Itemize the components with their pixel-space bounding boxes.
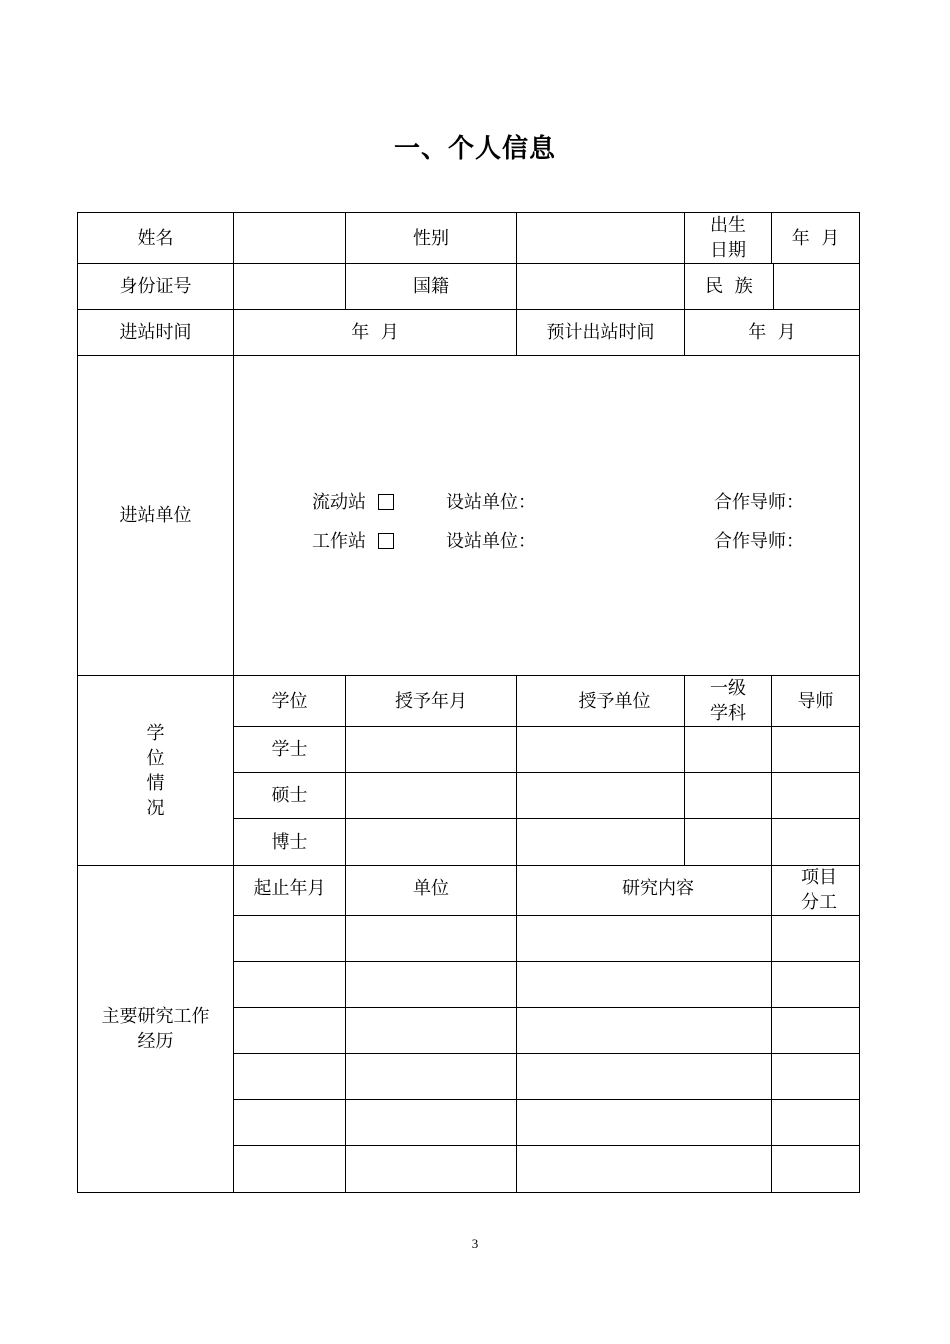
ethnicity-field[interactable] [774,264,859,309]
doctor-row-label: 博士 [271,831,308,853]
nationality-field[interactable] [517,264,684,309]
id-number-label: 身份证号 [119,276,192,297]
row-divider [233,961,860,962]
award-institution-header: 授予单位 [578,690,651,712]
degree-label-char: 情 [146,772,165,794]
page-number: 3 [471,1236,479,1251]
column-divider [516,865,517,1192]
advisor-label: 合作导师： [714,492,804,513]
row-divider [233,915,860,916]
discipline-header-line1: 一级 [710,678,746,699]
row-divider [233,1007,860,1008]
project-role-header [772,866,866,914]
award-date-header: 授予年月 [395,690,467,712]
role-header-line1: 项目 [801,867,837,888]
degree-label-char: 位 [146,747,165,769]
unit-header: 单位 [413,878,449,899]
row-divider [233,1053,860,1054]
advisor-header: 导师 [797,690,834,712]
row-divider [233,1145,860,1146]
exit-time-label: 预计出站时间 [546,322,655,343]
ethnicity-label: 民 族 [705,276,753,297]
column-divider [345,865,346,1192]
mobile-station-type [312,488,394,514]
entry-time-label: 进站时间 [119,322,192,343]
work-station-checkbox[interactable] [378,533,394,549]
degree-label-char: 学 [146,722,165,744]
column-divider [771,865,772,1192]
research-content-header: 研究内容 [622,878,694,899]
advisor-label: 合作导师： [714,531,804,552]
host-unit-label: 设站单位： [446,492,536,513]
research-label-line1: 主要研究工作 [101,1006,210,1027]
station-type-label: 工作站 [312,531,366,552]
birth-label-line2: 日期 [710,240,746,261]
birth-date-field[interactable]: 年 月 [791,227,840,249]
row-divider [233,1099,860,1100]
bachelor-row-label: 学士 [271,739,308,760]
exit-time-field[interactable]: 年 月 [748,322,796,343]
discipline-header [685,676,771,726]
entry-time-field[interactable]: 年 月 [351,322,399,343]
table-border-right [859,212,860,1193]
work-station-type [312,527,394,553]
research-label-line2: 经历 [137,1031,174,1052]
master-row-label: 硕士 [271,785,308,806]
host-unit-label: 设站单位： [446,531,536,552]
role-header-line2: 分工 [801,892,837,913]
birth-label-line1: 出生 [710,215,746,236]
mobile-station-checkbox[interactable] [378,494,394,510]
name-label: 姓名 [137,227,174,249]
birth-date-label [685,213,771,263]
id-number-field[interactable] [234,264,345,309]
research-section-label [78,866,233,1192]
name-field[interactable] [234,213,345,263]
nationality-label: 国籍 [413,276,449,297]
page-title: 一、个人信息 [393,134,556,164]
table-border-bottom [77,1192,860,1193]
entry-unit-label: 进站单位 [119,505,192,526]
degree-label-char: 况 [146,797,165,819]
period-header: 起止年月 [253,878,326,899]
degree-header: 学位 [271,690,308,712]
station-type-label: 流动站 [312,492,366,513]
degree-section-label [78,676,233,865]
discipline-header-line2: 学科 [710,703,746,724]
gender-field[interactable] [517,213,684,263]
gender-label: 性别 [413,227,449,249]
